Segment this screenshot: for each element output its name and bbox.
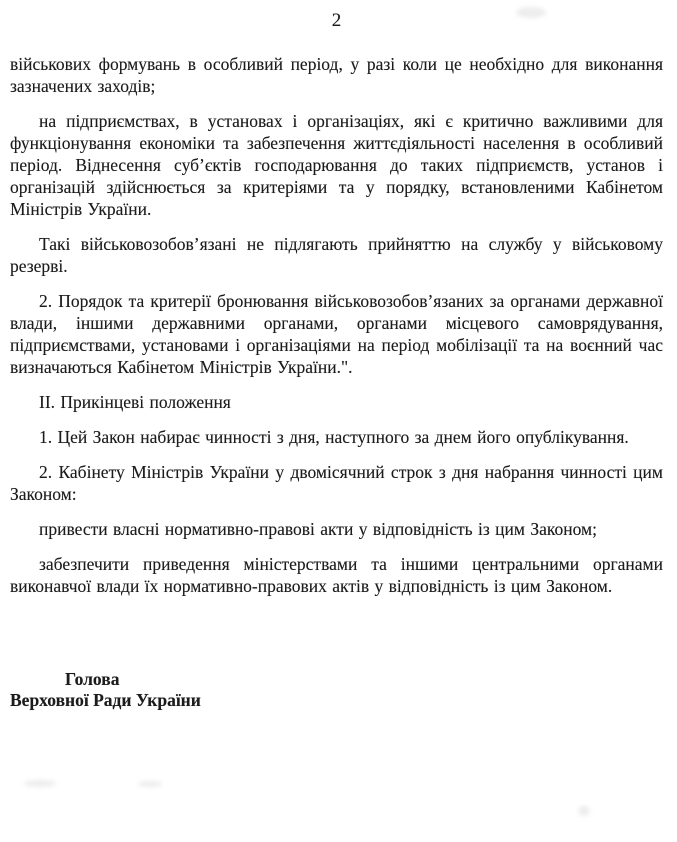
section-heading: II. Прикінцеві положення bbox=[39, 392, 231, 412]
paragraph: 2. Кабінету Міністрів України у двомісячний строк з дня набрання чинності цим Законом: bbox=[10, 462, 663, 504]
scan-smudge bbox=[578, 806, 590, 816]
paragraph: на підприємствах, в установах і організаціях, які є критично важливими для функціонування економіки та забезпечення життєдіяльності населення в особливий період. Віднесення суб’єктів господарювання до таких підприємств, установ і організацій здійснюється за критеріями та у порядку, встановленими Кабінетом Міністрів України. bbox=[10, 111, 663, 219]
paragraph: 2. Порядок та критерії бронювання військовозобов’язаних за органами державної влади, іншими державними органами, органами місцевого самоврядування, підприємствами, установами і організаціями на період мобілізації та на воєнний час визначаються Кабінетом Міністрів України.". bbox=[10, 291, 663, 377]
scan-smudge bbox=[516, 7, 546, 18]
paragraph: забезпечити приведення міністерствами та іншими центральними органами виконавчої влади їх нормативно-правових актів у відповідність із цим Законом. bbox=[10, 554, 663, 596]
scan-smudge bbox=[24, 780, 56, 787]
page-number: 2 bbox=[331, 10, 342, 31]
paragraph: Такі військовозобов’язані не підлягають прийняттю на службу у військовому резерві. bbox=[10, 234, 663, 276]
paragraph-continuation: військових формувань в особливий період, у разі коли це необхідно для виконання зазначених заходів; bbox=[10, 54, 663, 96]
paragraph: привести власні нормативно-правові акти у відповідність із цим Законом; bbox=[39, 519, 597, 539]
signature-block bbox=[10, 669, 663, 711]
document-body bbox=[10, 53, 663, 711]
signature-title-line-1: Голова bbox=[65, 669, 120, 689]
paragraph: 1. Цей Закон набирає чинності з дня, наступного за днем його опублікування. bbox=[39, 427, 629, 447]
signature-title-line-2: Верховної Ради України bbox=[10, 690, 201, 710]
scan-smudge bbox=[138, 781, 162, 787]
